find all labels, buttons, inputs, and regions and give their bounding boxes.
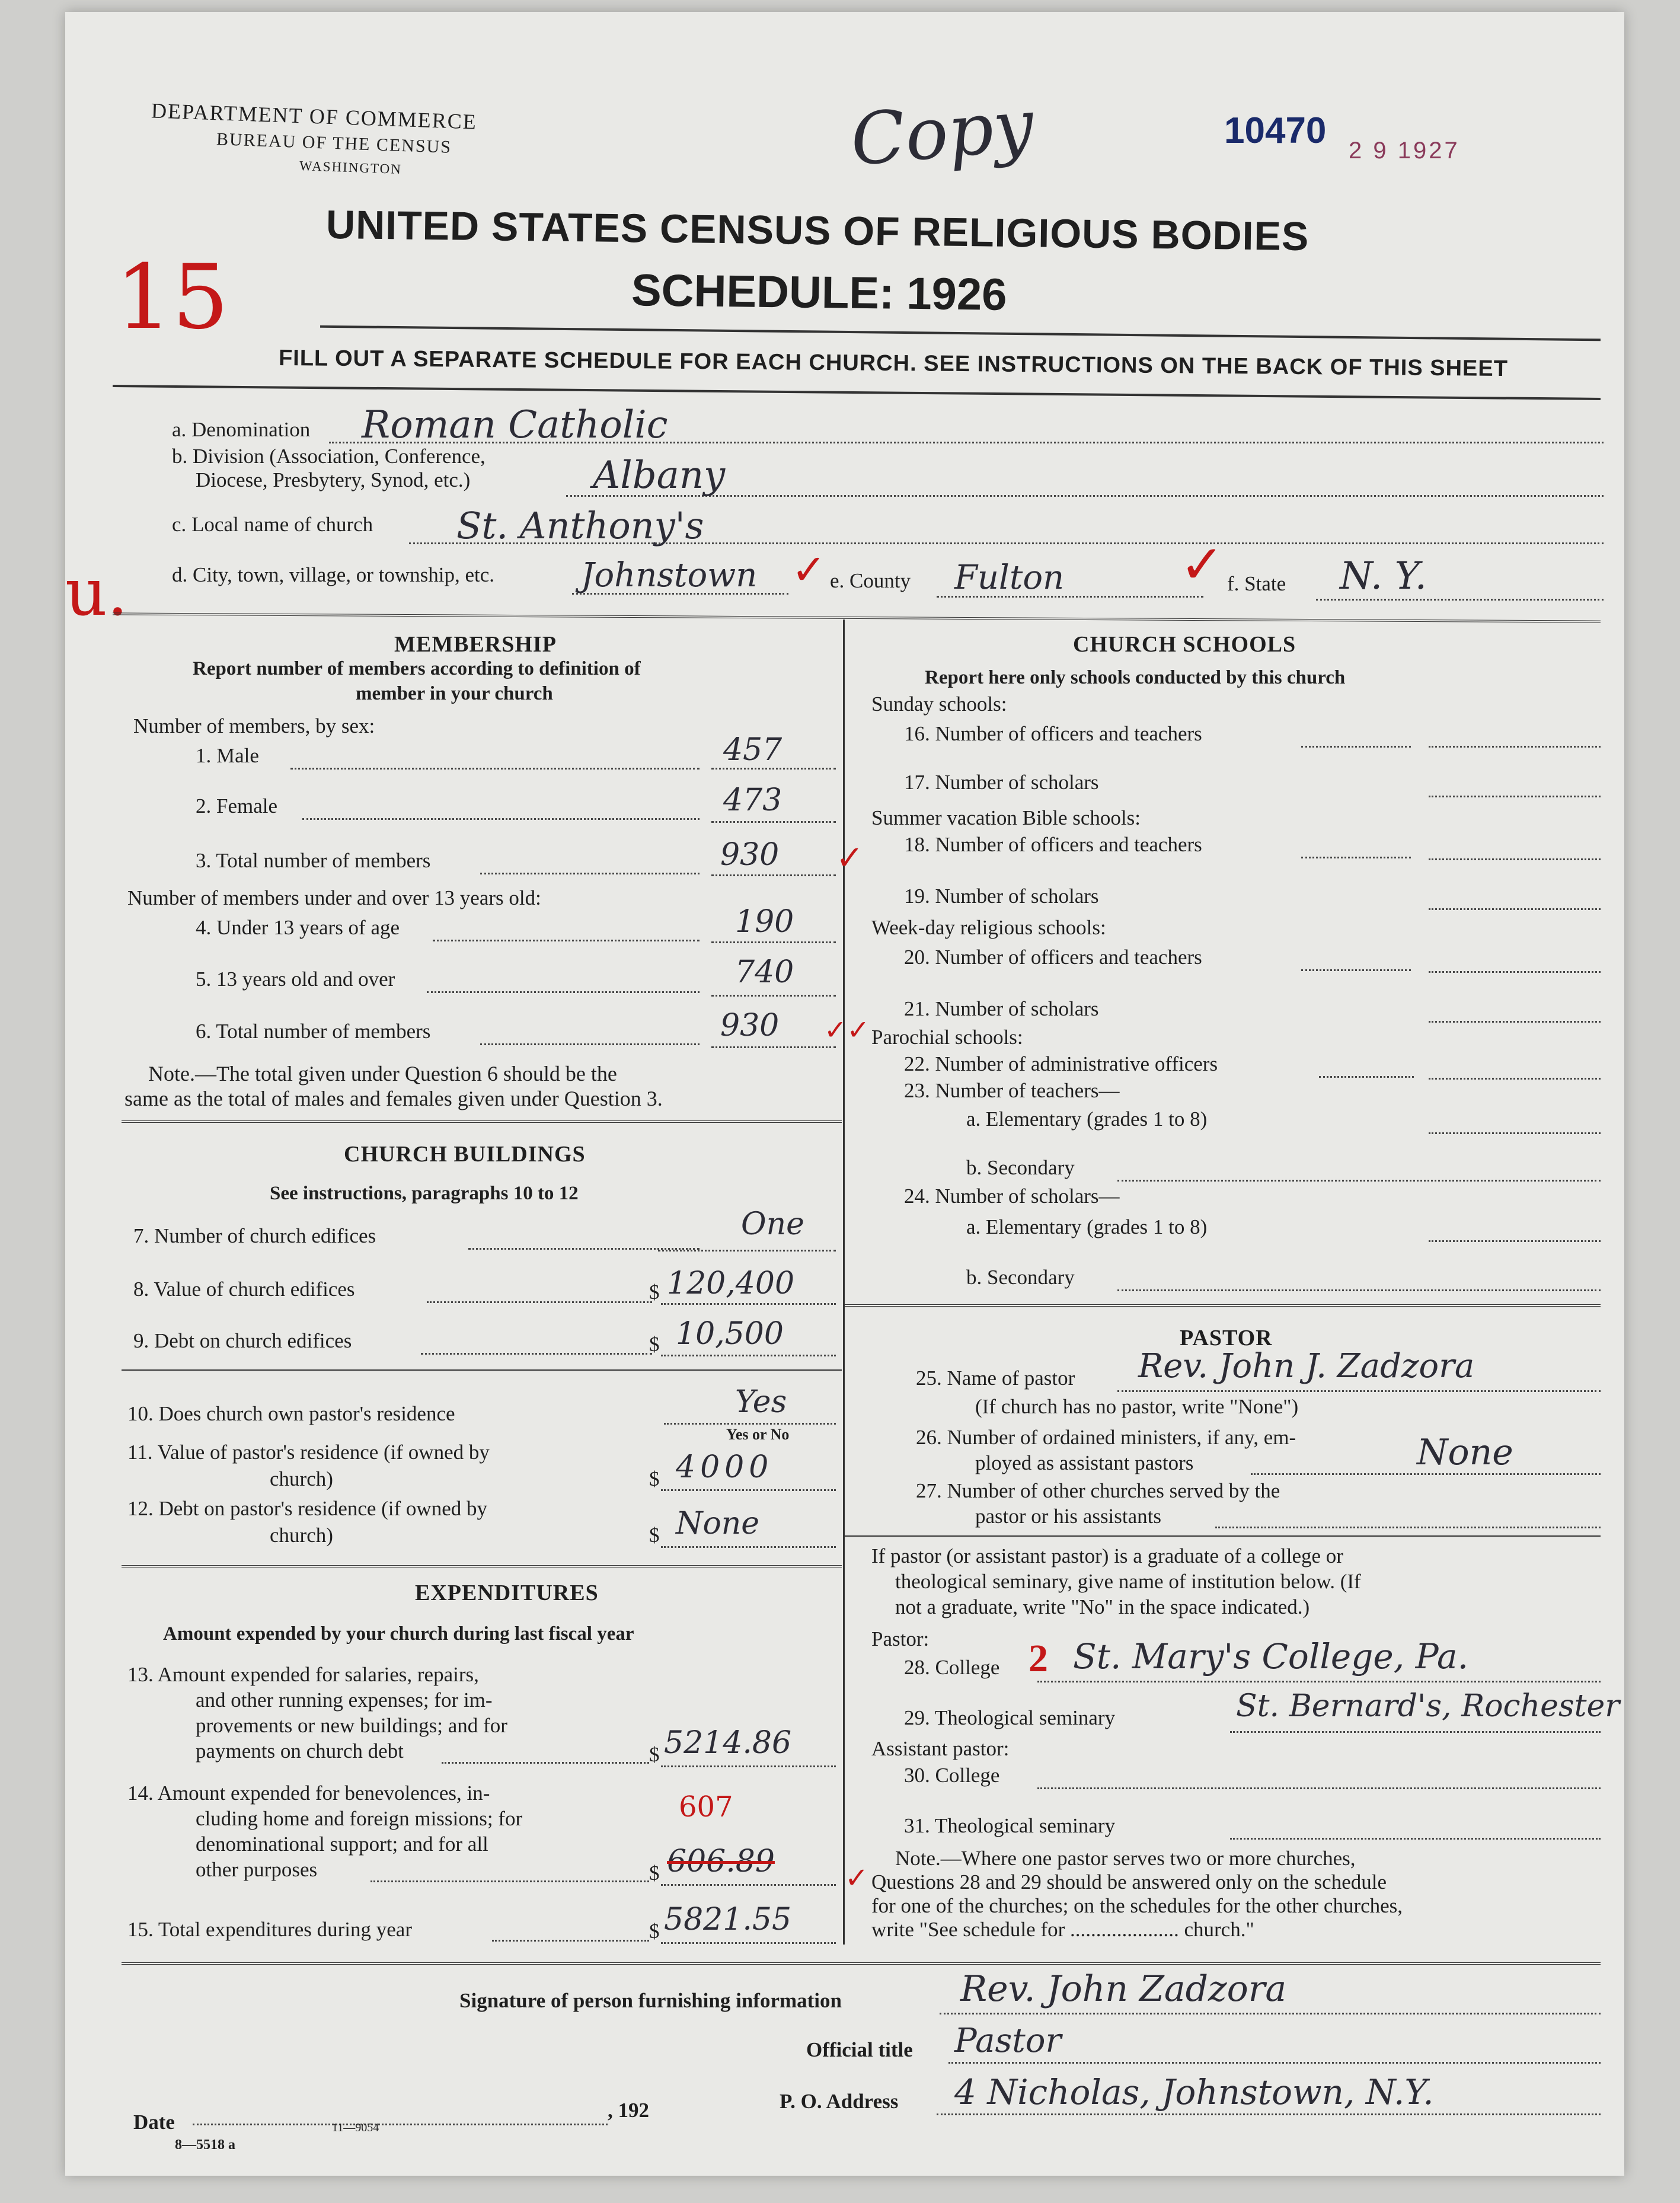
q6-leader	[480, 1043, 700, 1045]
q22-label: 22. Number of administrative officers	[904, 1052, 1218, 1075]
signature-line	[940, 2013, 1601, 2014]
page-title: UNITED STATES CENSUS OF RELIGIOUS BODIES	[325, 202, 1309, 260]
sunday-label: Sunday schools:	[871, 692, 1007, 716]
buildings-heading: CHURCH BUILDINGS	[344, 1142, 586, 1167]
membership-sub: member in your church	[356, 683, 553, 704]
pastor-note: Note.—Where one pastor serves two or more churches,	[895, 1847, 1356, 1870]
official-title-value: Pastor	[954, 2022, 1062, 2060]
q11-value: 4000	[676, 1449, 774, 1485]
expenditures-heading: EXPENDITURES	[415, 1581, 599, 1605]
divider	[122, 1565, 842, 1567]
margin-mark-u: u.	[65, 554, 128, 630]
q20-label: 20. Number of officers and teachers	[904, 946, 1202, 969]
q5-label: 5. 13 years old and over	[196, 968, 395, 991]
q3-answer-line	[711, 874, 836, 876]
q2-value: 473	[723, 783, 782, 818]
q26-label-cont: ployed as assistant pastors	[975, 1451, 1194, 1474]
pastor-sublabel: Pastor:	[871, 1627, 930, 1650]
q22-answer-line	[1429, 1078, 1601, 1080]
instructions-banner: FILL OUT A SEPARATE SCHEDULE FOR EACH CHURCH. SEE INSTRUCTIONS ON THE BACK OF THIS SHEET	[278, 345, 1509, 382]
q11-answer-line	[661, 1489, 836, 1491]
q7-label: 7. Number of church edifices	[133, 1224, 376, 1247]
q23b-label: b. Secondary	[966, 1156, 1075, 1179]
parochial-label: Parochial schools:	[871, 1026, 1023, 1049]
dollar-sign: $	[649, 1467, 660, 1490]
q1-answer-line	[711, 768, 836, 770]
q17-answer-line	[1429, 796, 1601, 797]
buildings-sub: See instructions, paragraphs 10 to 12	[270, 1183, 579, 1204]
q10-answer-line	[664, 1423, 836, 1425]
summer-label: Summer vacation Bible schools:	[871, 806, 1141, 829]
form-number: 8—5518 a	[175, 2137, 235, 2153]
dollar-sign: $	[649, 1524, 660, 1547]
divider	[122, 1369, 842, 1371]
local-name-value: St. Anthony's	[456, 504, 704, 547]
q28-answer-line	[1037, 1681, 1601, 1682]
divider	[113, 612, 1601, 622]
city-label: d. City, town, village, or township, etc.	[172, 563, 495, 586]
q24b-answer-line	[1117, 1289, 1601, 1291]
divider	[845, 1304, 1601, 1307]
q23a-label: a. Elementary (grades 1 to 8)	[966, 1107, 1208, 1131]
membership-heading: MEMBERSHIP	[394, 632, 557, 657]
official-title-label: Official title	[806, 2038, 913, 2061]
q28-value: St. Mary's College, Pa.	[1073, 1636, 1468, 1677]
city-heading: WASHINGTON	[299, 158, 403, 177]
checkmark: ✓	[791, 548, 826, 593]
weekday-label: Week-day religious schools:	[871, 916, 1106, 939]
schools-heading: CHURCH SCHOOLS	[1073, 632, 1296, 657]
q29-label: 29. Theological seminary	[904, 1706, 1116, 1729]
q13-leader	[442, 1762, 649, 1764]
q13-value: 5214.86	[664, 1725, 792, 1761]
q8-label: 8. Value of church edifices	[133, 1278, 355, 1301]
yes-or-no-hint: Yes or No	[726, 1426, 790, 1443]
q29-answer-line	[1230, 1731, 1601, 1733]
q14-label-cont: other purposes	[196, 1858, 318, 1881]
schedule-subtitle: SCHEDULE: 1926	[631, 265, 1008, 320]
po-address-label: P. O. Address	[780, 2090, 899, 2113]
q14-answer-line	[661, 1884, 836, 1886]
q19-answer-line	[1429, 908, 1601, 910]
divider	[845, 1535, 1601, 1537]
q25-value: Rev. John J. Zadzora	[1138, 1347, 1475, 1385]
copy-handwritten-note: Copy	[847, 84, 1037, 183]
q11-label: 11. Value of pastor's residence (if owned by	[127, 1441, 490, 1464]
divider	[122, 1962, 1601, 1965]
q23b-answer-line	[1117, 1180, 1601, 1182]
q13-label-cont: payments on church debt	[196, 1739, 404, 1763]
q26-answer-line	[1251, 1473, 1601, 1475]
q9-answer-line	[661, 1355, 836, 1356]
county-label: e. County	[830, 569, 911, 592]
q10-value: Yes	[735, 1384, 787, 1420]
q14-value: 606.89	[667, 1844, 775, 1879]
q20-answer-line	[1429, 971, 1601, 973]
q4-value: 190	[735, 904, 794, 940]
q25-answer-line	[1117, 1390, 1601, 1392]
q25-note: (If church has no pastor, write "None")	[975, 1395, 1299, 1418]
q24a-answer-line	[1429, 1240, 1601, 1242]
q18-label: 18. Number of officers and teachers	[904, 833, 1202, 856]
q9-leader	[421, 1353, 652, 1355]
q8-value: 120,400	[667, 1266, 795, 1301]
po-address-value: 4 Nicholas, Johnstown, N.Y.	[954, 2072, 1434, 2112]
state-label: f. State	[1227, 572, 1286, 595]
q1-label: 1. Male	[196, 744, 259, 767]
pastor-note: write "See schedule for ..................... church."	[871, 1918, 1254, 1941]
q22-leader	[1319, 1076, 1414, 1078]
q14-label-cont: denominational support; and for all	[196, 1832, 488, 1856]
q15-value: 5821.55	[664, 1902, 792, 1937]
q3-value: 930	[720, 837, 780, 873]
q29-value: St. Bernard's, Rochester	[1236, 1688, 1620, 1724]
checkmark: ✓	[845, 1863, 869, 1894]
q27-label: 27. Number of other churches served by the	[916, 1479, 1280, 1502]
signature-value: Rev. John Zadzora	[960, 1968, 1287, 2010]
expenditures-sub: Amount expended by your church during last fiscal year	[163, 1623, 634, 1645]
graduate-instructions: If pastor (or assistant pastor) is a graduate of a college or	[871, 1544, 1343, 1567]
dollar-sign: $	[649, 1862, 660, 1885]
q24b-label: b. Secondary	[966, 1266, 1075, 1289]
q11-label-cont: church)	[270, 1467, 333, 1490]
checkmark: ✓	[836, 840, 864, 877]
q15-leader	[492, 1940, 649, 1942]
divider	[113, 385, 1601, 400]
q18-leader	[1301, 857, 1411, 858]
margin-mark-15: 15	[116, 246, 229, 349]
denomination-label: a. Denomination	[172, 418, 311, 441]
divider	[320, 325, 1601, 341]
dollar-sign: $	[649, 1920, 660, 1943]
q3-leader	[480, 873, 700, 874]
q28-mark: 2	[1029, 1637, 1048, 1680]
state-line	[1316, 599, 1604, 601]
q15-label: 15. Total expenditures during year	[127, 1918, 412, 1941]
q5-value: 740	[735, 954, 794, 990]
q21-label: 21. Number of scholars	[904, 997, 1099, 1020]
checkmark: ✓✓	[824, 1015, 870, 1045]
state-value: N. Y.	[1340, 554, 1427, 598]
q27-answer-line	[1215, 1527, 1601, 1528]
q2-answer-line	[711, 821, 836, 823]
q30-label: 30. College	[904, 1764, 1000, 1787]
membership-note: Note.—The total given under Question 6 should be the	[148, 1062, 617, 1085]
q31-answer-line	[1230, 1838, 1601, 1840]
q4-leader	[433, 940, 700, 941]
q2-leader	[302, 818, 700, 820]
q12-label: 12. Debt on pastor's residence (if owned by	[127, 1497, 487, 1520]
q20-leader	[1301, 969, 1411, 971]
dollar-sign: $	[649, 1333, 660, 1356]
q12-value: None	[676, 1506, 760, 1541]
po-address-line	[937, 2113, 1601, 2115]
q13-label-cont: and other running expenses; for im-	[196, 1688, 493, 1712]
graduate-instructions: theological seminary, give name of institution below. (If	[895, 1570, 1361, 1593]
county-value: Fulton	[954, 558, 1065, 597]
q10-label: 10. Does church own pastor's residence	[127, 1402, 455, 1425]
q27-label-cont: pastor or his assistants	[975, 1505, 1162, 1528]
membership-note: same as the total of males and females given under Question 3.	[124, 1087, 663, 1110]
divider	[122, 1120, 842, 1123]
q6-answer-line	[711, 1046, 836, 1048]
q14-correction: 607	[679, 1790, 733, 1824]
q6-value: 930	[720, 1008, 780, 1043]
q31-label: 31. Theological seminary	[904, 1814, 1116, 1837]
division-label: b. Division (Association, Conference,	[172, 445, 486, 468]
q12-answer-line	[661, 1546, 836, 1548]
membership-sub: Report number of members according to definition of	[193, 658, 641, 679]
q19-label: 19. Number of scholars	[904, 885, 1099, 908]
q3-label: 3. Total number of members	[196, 849, 431, 872]
q15-answer-line	[661, 1942, 836, 1944]
q28-label: 28. College	[904, 1656, 1000, 1679]
q9-value: 10,500	[676, 1316, 784, 1352]
q25-label: 25. Name of pastor	[916, 1367, 1075, 1390]
q5-answer-line	[711, 995, 836, 997]
schedule-number: 10470	[1224, 110, 1327, 151]
q26-label: 26. Number of ordained ministers, if any, em-	[916, 1426, 1296, 1449]
q5-leader	[427, 991, 700, 993]
dollar-sign: $	[649, 1743, 660, 1766]
official-title-line	[948, 2062, 1601, 2064]
q13-label: 13. Amount expended for salaries, repairs,	[127, 1663, 479, 1686]
q23a-answer-line	[1429, 1132, 1601, 1134]
assistant-sublabel: Assistant pastor:	[871, 1737, 1010, 1760]
q16-leader	[1301, 746, 1411, 748]
department-heading: DEPARTMENT OF COMMERCE	[151, 98, 478, 134]
q14-leader	[371, 1880, 649, 1882]
q2-label: 2. Female	[196, 794, 278, 818]
q8-answer-line	[661, 1303, 836, 1305]
bureau-heading: BUREAU OF THE CENSUS	[216, 129, 452, 157]
pastor-heading: PASTOR	[1180, 1326, 1273, 1350]
division-value: Albany	[593, 454, 726, 497]
q30-answer-line	[1037, 1787, 1601, 1789]
q24a-label: a. Elementary (grades 1 to 8)	[966, 1215, 1208, 1238]
column-divider	[843, 620, 845, 1945]
print-number: 11—9054	[332, 2121, 379, 2134]
graduate-instructions: not a graduate, write "No" in the space indicated.)	[895, 1595, 1310, 1618]
q21-answer-line	[1429, 1021, 1601, 1023]
q7-value: One	[741, 1206, 804, 1242]
q13-answer-line	[661, 1765, 836, 1767]
q4-answer-line	[711, 941, 836, 943]
by-sex-label: Number of members, by sex:	[133, 714, 375, 737]
q14-label: 14. Amount expended for benevolences, in-	[127, 1781, 490, 1805]
q18-answer-line	[1429, 858, 1601, 860]
pastor-note: for one of the churches; on the schedules for the other churches,	[871, 1894, 1403, 1917]
q16-answer-line	[1429, 746, 1601, 748]
q24-label: 24. Number of scholars—	[904, 1184, 1120, 1208]
q17-label: 17. Number of scholars	[904, 771, 1099, 794]
city-value: Johnstown	[581, 556, 758, 595]
dollar-sign: $	[649, 1281, 660, 1304]
date-year: , 192	[608, 2099, 649, 2122]
denomination-value: Roman Catholic	[362, 403, 668, 447]
local-name-label: c. Local name of church	[172, 513, 373, 536]
q8-leader	[427, 1301, 652, 1303]
q14-label-cont: cluding home and foreign missions; for	[196, 1807, 523, 1830]
q9-label: 9. Debt on church edifices	[133, 1329, 352, 1352]
q26-value: None	[1417, 1432, 1513, 1473]
q6-label: 6. Total number of members	[196, 1020, 431, 1043]
q7-answer-line	[658, 1250, 836, 1251]
schools-sub: Report here only schools conducted by this church	[925, 667, 1346, 688]
checkmark: ✓	[1180, 536, 1225, 595]
q1-leader	[290, 768, 700, 770]
date-line	[193, 2124, 608, 2125]
census-schedule-sheet	[65, 12, 1624, 2176]
division-label-cont: Diocese, Presbytery, Synod, etc.)	[196, 468, 471, 491]
date-label: Date	[133, 2111, 175, 2134]
q12-label-cont: church)	[270, 1524, 333, 1547]
signature-label: Signature of person furnishing information	[459, 1989, 842, 2012]
received-date-stamp: 2 9 1927	[1349, 138, 1460, 164]
q4-label: 4. Under 13 years of age	[196, 916, 400, 939]
q16-label: 16. Number of officers and teachers	[904, 722, 1202, 745]
q23-label: 23. Number of teachers—	[904, 1079, 1120, 1102]
pastor-note: Questions 28 and 29 should be answered only on the schedule	[871, 1870, 1387, 1894]
q1-value: 457	[723, 732, 782, 768]
under-over-label: Number of members under and over 13 years old:	[127, 886, 541, 909]
q13-label-cont: provements or new buildings; and for	[196, 1714, 507, 1737]
